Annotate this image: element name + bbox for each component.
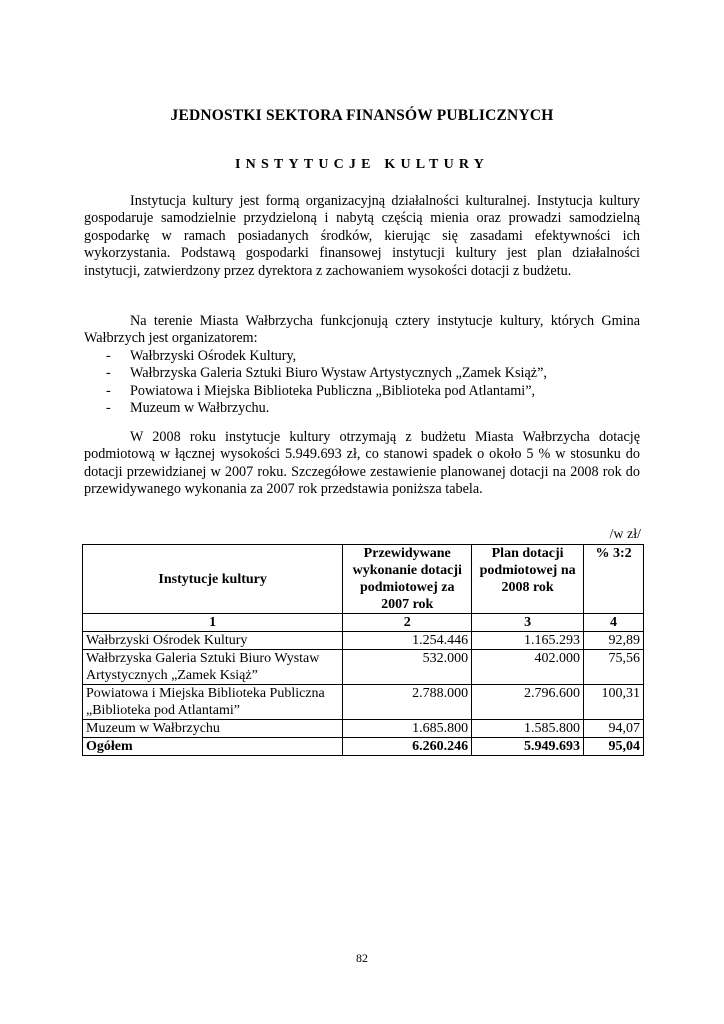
value-2008: 1.165.293 [472,632,584,650]
bullet-dash: - [106,365,111,382]
list-item-text: Wałbrzyski Ośrodek Kultury, [130,348,297,364]
column-number: 2 [343,614,472,632]
table-header-row [83,545,644,614]
column-header: Plan dotacji podmiotowej na 2008 rok [472,545,584,614]
list-item-text: Wałbrzyska Galeria Sztuki Biuro Wystaw Artystycznych „Zamek Książ”, [130,365,547,382]
total-label: Ogółem [83,738,343,756]
section-title: INSTYTUCJE KULTURY [234,157,490,172]
table-row [83,632,644,650]
value-2008: 2.796.600 [472,685,584,720]
total-row [83,738,644,756]
value-2007: 1.254.446 [343,632,472,650]
column-number-row [83,614,644,632]
total-percent: 95,04 [584,738,644,756]
percent: 94,07 [584,720,644,738]
column-number: 1 [83,614,343,632]
institutions-list [84,348,640,418]
institutions-paragraph: Na terenie Miasta Wałbrzycha funkcjonują cztery instytucje kultury, których Gmina Wałbrzych jest organizatorem: [84,313,640,347]
unit-note: /w zł/ [609,527,641,542]
page-number: 82 [356,951,368,965]
list-item [84,383,640,400]
list-item [84,365,640,382]
bullet-dash: - [106,382,111,399]
column-header: Instytucje kultury [83,545,343,614]
value-2007: 2.788.000 [343,685,472,720]
funding-paragraph: W 2008 roku instytucje kultury otrzymają z budżetu Miasta Wałbrzycha dotację podmiotową w łącznej wysokości 5.949.693 zł, co stanowi spadek o około 5 % w stosunku do dotacji przewidzianej w 2007 roku. Szczegółowe zestawienie planowanej dotacji na 2008 rok do przewidywanego wykonania za 2007 rok przedstawia poniższa tabela. [84,429,640,498]
list-item-text: Muzeum w Wałbrzychu. [130,400,270,417]
table-row [83,720,644,738]
intro-paragraph: Instytucja kultury jest formą organizacyjną działalności kulturalnej. Instytucja kultury gospodaruje samodzielnie przydzieloną i nabytą częścią mienia oraz prowadzi samodzielną gospodarkę w ramach posiadanych środków, kierując się zasadami efektywności ich wykorzystania. Podstawą gospodarki finansowej instytucji kultury jest plan działalności instytucji, zatwierdzony przez dyrektora z zachowaniem wysokości dotacji z budżetu. [84,193,640,279]
bullet-dash: - [106,348,111,364]
funding-table [82,544,644,756]
table-row [83,685,644,720]
institution-name: Wałbrzyski Ośrodek Kultury [83,632,343,650]
column-header: % 3:2 [584,545,644,614]
column-header: Przewidywane wykonanie dotacji podmiotowej za 2007 rok [343,545,472,614]
percent: 75,56 [584,650,644,685]
column-number: 4 [584,614,644,632]
total-2007: 6.260.246 [343,738,472,756]
table-row [83,650,644,685]
page-title: JEDNOSTKI SEKTORA FINANSÓW PUBLICZNYCH [170,107,554,124]
value-2007: 1.685.800 [343,720,472,738]
value-2007: 532.000 [343,650,472,685]
percent: 100,31 [584,685,644,720]
value-2008: 402.000 [472,650,584,685]
institution-name: Wałbrzyska Galeria Sztuki Biuro Wystaw Artystycznych „Zamek Książ” [83,650,343,685]
list-item [84,400,640,417]
list-item-text: Powiatowa i Miejska Biblioteka Publiczna „Biblioteka pod Atlantami”, [130,382,536,399]
bullet-dash: - [106,400,111,417]
institution-name: Muzeum w Wałbrzychu [83,720,343,738]
total-2008: 5.949.693 [472,738,584,756]
column-number: 3 [472,614,584,632]
percent: 92,89 [584,632,644,650]
institution-name: Powiatowa i Miejska Biblioteka Publiczna „Biblioteka pod Atlantami” [83,685,343,720]
value-2008: 1.585.800 [472,720,584,738]
list-item [84,348,640,365]
